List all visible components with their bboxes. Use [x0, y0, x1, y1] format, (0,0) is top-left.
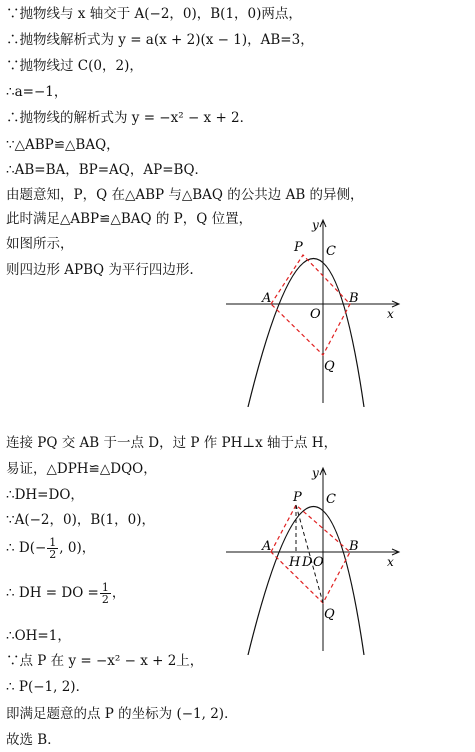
label-B: B — [349, 539, 359, 554]
label-H: H — [289, 555, 301, 570]
figure-2-parabola — [226, 463, 406, 655]
line-13: 易证，△DPH≌△DQO， — [6, 461, 157, 477]
line-21: 即满足题意的点 P 的坐标为 (−1, 2)． — [6, 706, 238, 722]
label-C: C — [326, 244, 336, 259]
line-17-post: ， — [111, 585, 126, 601]
label-Q: Q — [324, 607, 335, 622]
line-6: ∵△ABP≌△BAQ， — [6, 137, 120, 153]
fraction-half — [47, 537, 58, 560]
label-A: A — [262, 539, 272, 554]
line-15: ∵A(−2，0)，B(1，0)， — [6, 512, 155, 528]
label-x: x — [387, 307, 394, 321]
line-19: ∵点 P 在 y = −x² − x + 2上， — [6, 653, 204, 669]
parabola-curve — [248, 259, 364, 408]
line-22: 故选 B． — [6, 732, 61, 748]
label-C: C — [326, 492, 336, 507]
figure-1-parabola — [226, 215, 406, 407]
line-8: 由题意知，P，Q 在△ABP 与△BAQ 的公共边 AB 的异侧， — [6, 187, 364, 203]
label-x: x — [387, 555, 394, 569]
label-y: y — [312, 466, 319, 480]
line-4: ∴a=−1， — [6, 84, 68, 100]
label-B: B — [349, 291, 359, 306]
line-16-pre: ∴ D(− — [6, 540, 47, 556]
line-14: ∴DH=DO， — [6, 487, 84, 503]
parabola-curve — [248, 507, 364, 656]
fraction-den: 2 — [49, 548, 57, 561]
label-P: P — [293, 490, 302, 505]
line-9: 此时满足△ABP≌△BAQ 的 P，Q 位置， — [6, 211, 253, 227]
line-3: ∵抛物线过 C(0，2)， — [6, 58, 143, 74]
label-O: O — [310, 307, 321, 322]
fraction-den: 2 — [101, 593, 109, 606]
label-y: y — [312, 218, 319, 232]
line-2: ∴抛物线解析式为 y = a(x + 2)(x − 1)，AB=3， — [6, 32, 314, 48]
label-D: D — [302, 555, 313, 570]
quadrilateral-APBQ — [271, 255, 350, 355]
label-Q: Q — [324, 359, 335, 374]
quadrilateral-APBQ — [271, 505, 350, 603]
fraction-half — [100, 582, 111, 605]
line-18: ∴OH=1， — [6, 628, 71, 644]
segment-PQ — [296, 505, 323, 603]
line-16-post: , 0)， — [59, 540, 96, 556]
line-5: ∴抛物线的解析式为 y = −x² − x + 2． — [6, 110, 254, 126]
fraction-num: 1 — [101, 581, 109, 594]
fraction-num: 1 — [49, 536, 57, 549]
label-A: A — [262, 291, 272, 306]
line-12: 连接 PQ 交 AB 于一点 D，过 P 作 PH⊥x 轴于点 H， — [6, 435, 338, 451]
label-P: P — [294, 240, 303, 255]
line-1: ∵抛物线与 x 轴交于 A(−2，0)，B(1，0)两点， — [6, 6, 302, 22]
line-17 — [6, 582, 125, 605]
line-16 — [6, 537, 95, 560]
label-O: O — [313, 555, 324, 570]
line-7: ∴AB=BA，BP=AQ，AP=BQ． — [6, 162, 209, 178]
line-20: ∴ P(−1, 2)． — [6, 679, 90, 695]
line-10: 如图所示， — [6, 236, 74, 252]
line-17-pre: ∴ DH = DO = — [6, 585, 99, 601]
line-11: 则四边形 APBQ 为平行四边形. — [6, 262, 194, 278]
